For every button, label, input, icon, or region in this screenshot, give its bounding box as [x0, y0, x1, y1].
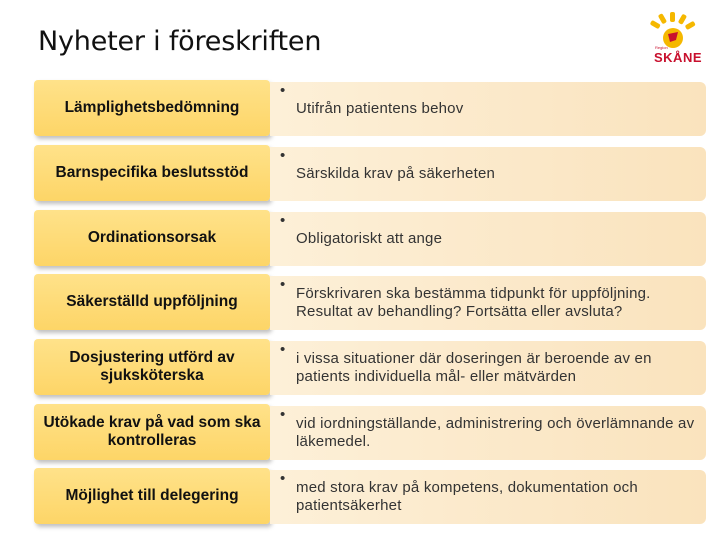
- list-item: [34, 468, 706, 524]
- row-description: [270, 147, 706, 201]
- row-label: Utökade krav på vad som ska kontrolleras: [34, 404, 270, 460]
- bullet-icon: •: [280, 147, 286, 164]
- row-description-text: Obligatoriskt att ange: [296, 230, 443, 247]
- row-description: [270, 276, 706, 330]
- row-description-text: i vissa situationer där doseringen är beroende av en patients individuella mål- eller mätvärden: [296, 350, 652, 385]
- row-description-text: vid iordningställande, administrering och överlämnande av läkemedel.: [296, 415, 695, 450]
- row-description-text: med stora krav på kompetens, dokumentation och patientsäkerhet: [296, 479, 638, 514]
- row-label: Ordinationsorsak: [34, 210, 270, 266]
- bullet-icon: •: [280, 212, 286, 229]
- row-description: [270, 470, 706, 524]
- row-description-text: Förskrivaren ska bestämma tidpunkt för uppföljning. Resultat av behandling? Fortsätta eller avsluta?: [296, 285, 651, 320]
- list-item: [34, 339, 706, 395]
- row-description: [270, 82, 706, 136]
- logo-small-text: Region: [655, 45, 668, 50]
- list-item: [34, 274, 706, 330]
- bullet-icon: •: [280, 470, 286, 487]
- row-label: Säkerställd uppföljning: [34, 274, 270, 330]
- region-skane-logo: [640, 10, 710, 70]
- list-item: [34, 80, 706, 136]
- sun-griffin-icon: [640, 10, 710, 50]
- list-item: [34, 210, 706, 266]
- row-label: Lämplighetsbedömning: [34, 80, 270, 136]
- page-title: Nyheter i föreskriften: [38, 26, 322, 57]
- bullet-icon: •: [280, 276, 286, 293]
- row-label: Möjlighet till delegering: [34, 468, 270, 524]
- row-description: [270, 341, 706, 395]
- row-description: [270, 406, 706, 460]
- logo-brand-text: SKÅNE: [654, 50, 703, 65]
- bullet-icon: •: [280, 406, 286, 423]
- row-description-text: Särskilda krav på säkerheten: [296, 165, 496, 182]
- list-item: [34, 145, 706, 201]
- bullet-icon: •: [280, 82, 286, 99]
- row-description: [270, 212, 706, 266]
- row-label: Dosjustering utförd av sjuksköterska: [34, 339, 270, 395]
- list-item: [34, 404, 706, 460]
- bullet-icon: •: [280, 341, 286, 358]
- row-label: Barnspecifika beslutsstöd: [34, 145, 270, 201]
- row-description-text: Utifrån patientens behov: [296, 100, 464, 117]
